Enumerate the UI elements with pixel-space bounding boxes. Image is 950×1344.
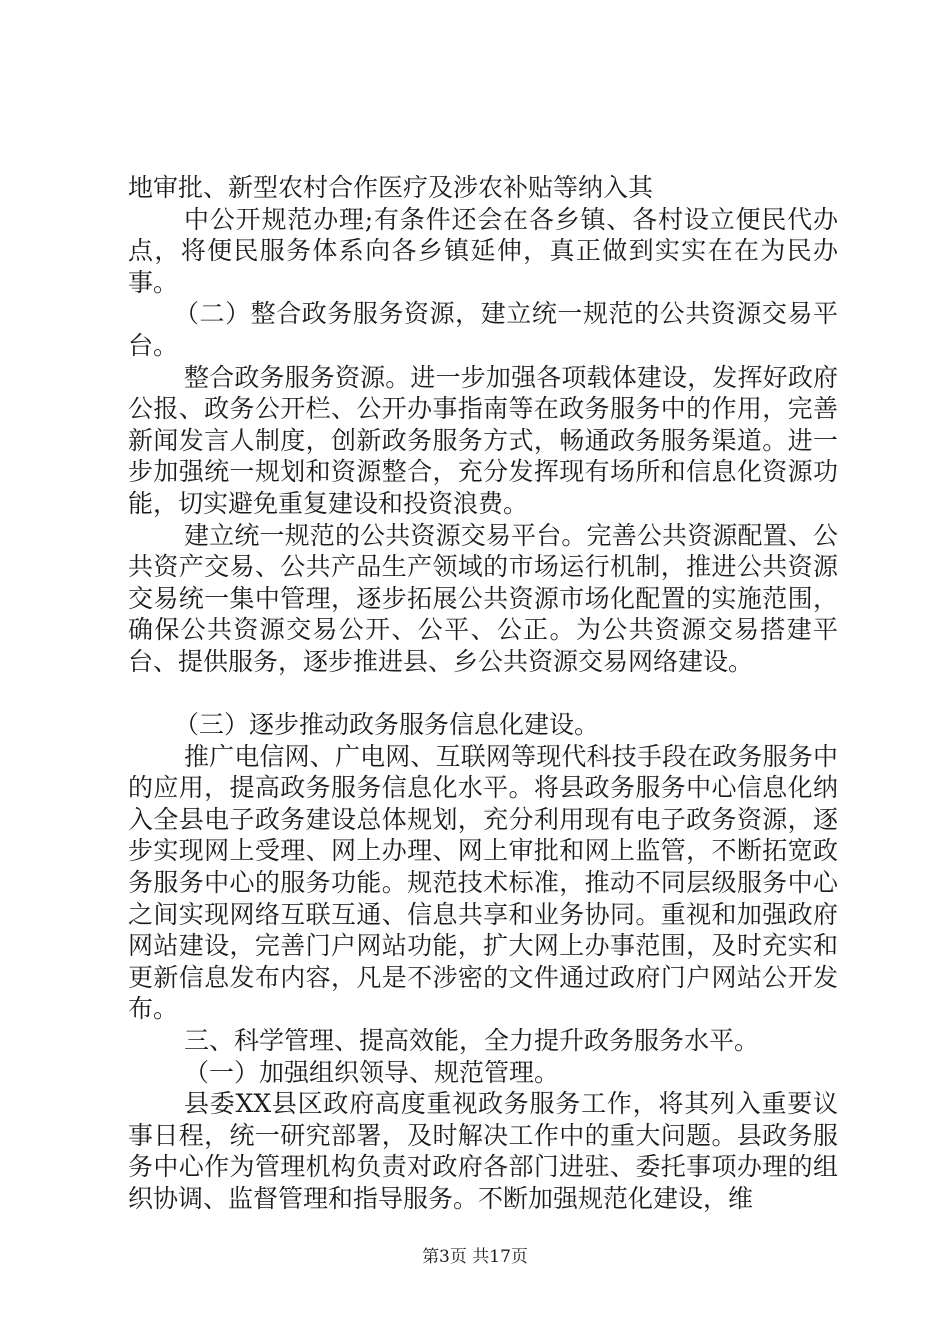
page-number-footer: 第3页 共17页 (422, 1247, 528, 1267)
paragraph-5: 推广电信网、广电网、互联网等现代科技手段在政务服务中的应用，提高政务服务信息化水平。将县政务服务中心信息化纳入全县电子政务建设总体规划，充分利用现有电子政务资源，逐步实现网上受理、网上办理、网上审批和网上监管，不断拓宽政务服务中心的服务功能。规范技术标准，推动不同层级服务中心之间实现网络互联互通、信息共享和业务协同。重视和加强政府网站建设，完善门户网站功能，扩大网上办事范围，及时充实和更新信息发布内容，凡是不涉密的文件通过政府门户网站公开发布。 (128, 741, 838, 1024)
paragraph-2: 中公开规范办理;有条件还会在各乡镇、各村设立便民代办点，将便民服务体系向各乡镇延伸，真正做到实实在在为民办事。 (128, 204, 838, 297)
paragraph-1: 地审批、新型农村合作医疗及涉农补贴等纳入其 (128, 173, 654, 202)
section-heading-2: （二）整合政务服务资源，建立统一规范的公共资源交易平台。 (128, 299, 838, 360)
section-heading-3-1: （一）加强组织领导、规范管理。 (184, 1057, 560, 1087)
chapter-heading-3: 三、科学管理、提高效能，全力提升政务服务水平。 (184, 1026, 760, 1056)
paragraph-3: 整合政务服务资源。进一步加强各项载体建设，发挥好政府公报、政务公开栏、公开办事指南等在政务服务中的作用，完善新闻发言人制度，创新政务服务方式，畅通政务服务渠道。进一步加强统一规划和资源整合，充分发挥现有场所和信息化资源功能，切实避免重复建设和投资浪费。 (128, 362, 838, 518)
document-body (128, 172, 838, 1215)
paragraph-6: 县委XX县区政府高度重视政务服务工作，将其列入重要议事日程，统一研究部署，及时解决工作中的重大问题。县政务服务中心作为管理机构负责对政府各部门进驻、委托事项办理的组织协调、监督管理和指导服务。不断加强规范化建设，维 (128, 1089, 838, 1213)
section-heading-3: （三）逐步推动政务服务信息化建设。 (174, 710, 600, 740)
paragraph-4: 建立统一规范的公共资源交易平台。完善公共资源配置、公共资产交易、公共产品生产领域的市场运行机制，推进公共资源交易统一集中管理，逐步拓展公共资源市场化配置的实施范围，确保公共资源交易公开、公平、公正。为公共资源交易搭建平台、提供服务，逐步推进县、乡公共资源交易网络建设。 (128, 520, 838, 676)
